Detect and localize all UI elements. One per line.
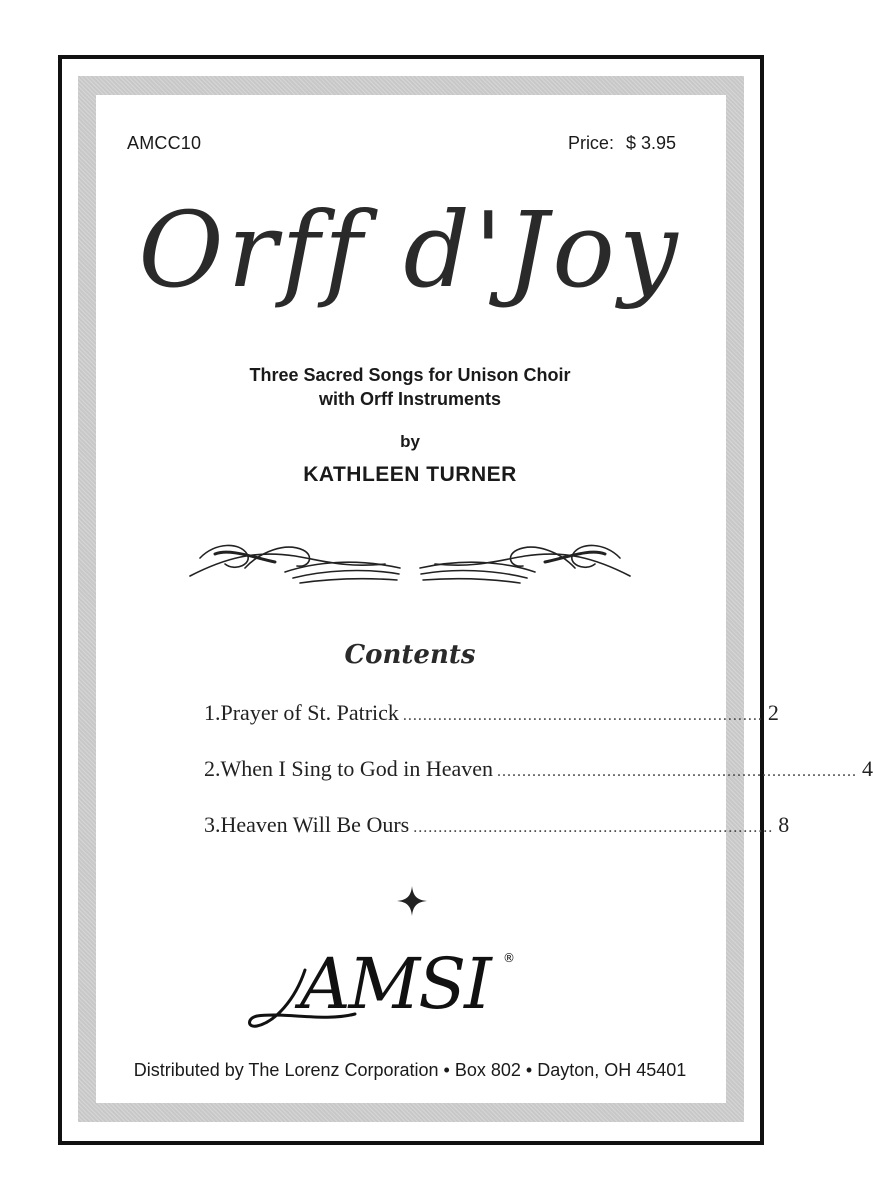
- distributor-footer: Distributed by The Lorenz Corporation • Box 802 • Dayton, OH 45401: [133, 1060, 687, 1080]
- toc-item-page: 8: [778, 812, 790, 837]
- subtitle: [0, 363, 820, 411]
- toc-item-page: 2: [767, 700, 779, 725]
- subtitle-line-1: Three Sacred Songs for Unison Choir: [249, 365, 571, 385]
- toc-leader-dots: ........................................................................: [402, 707, 763, 724]
- toc-item-title: Heaven Will Be Ours: [220, 812, 410, 837]
- toc-item: [204, 812, 790, 868]
- subtitle-line-2: with Orff Instruments: [318, 389, 501, 409]
- amsi-logo: [245, 930, 525, 1040]
- star-ornament-icon: [396, 885, 428, 917]
- by-label: by: [400, 432, 420, 451]
- toc-item-number: 2.: [204, 756, 221, 781]
- page-title: Orff d'Joy: [138, 189, 682, 311]
- registered-mark: ®: [503, 951, 515, 965]
- logo-text: AMSI: [300, 943, 490, 1025]
- author-name: KATHLEEN TURNER: [303, 463, 517, 486]
- toc-item-number: 1.: [204, 700, 221, 725]
- toc-item-number: 3.: [204, 812, 221, 837]
- toc-item: [204, 756, 873, 812]
- contents-heading: Contents: [344, 640, 476, 670]
- toc-leader-dots: ........................................................................: [497, 763, 857, 780]
- price-label: Price:: [567, 133, 614, 153]
- toc-item: [204, 700, 779, 756]
- toc-item-page: 4: [862, 756, 873, 781]
- table-of-contents: [204, 700, 873, 868]
- catalog-number: AMCC10: [127, 133, 202, 153]
- toc-leader-dots: ........................................................................: [413, 819, 774, 836]
- price: [568, 133, 676, 154]
- flourish-ornament-icon: [185, 528, 635, 588]
- price-value: $ 3.95: [625, 133, 676, 153]
- toc-item-title: Prayer of St. Patrick: [220, 700, 399, 725]
- toc-item-title: When I Sing to God in Heaven: [220, 756, 493, 781]
